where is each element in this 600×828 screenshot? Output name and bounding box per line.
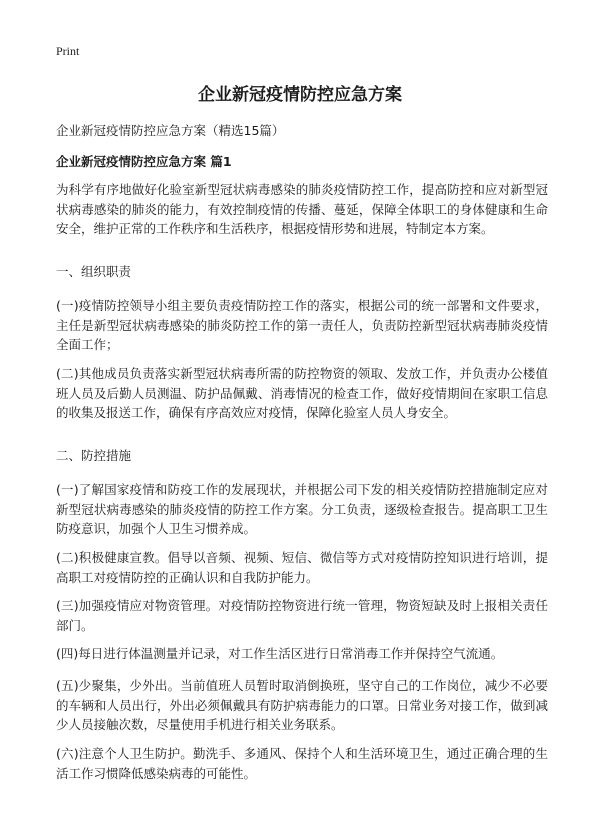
paragraph-measure-1: (一)了解国家疫情和防疫工作的发展现状，并根据公司下发的相关疫情防控措施制定应对新型冠状病毒感染的肺炎疫情的防控工作方案。分工负责，逐级检查报告。提高职工卫生防疫意识，加强个人卫生习惯养成。 (56, 482, 548, 536)
paragraph-measure-5: (五)少聚集，少外出。当前值班人员暂时取消倒换班，坚守自己的工作岗位，减少不必要的车辆和人员出行，外出必须佩戴具有防护病毒能力的口罩。日常业务对接工作，做到减少人员接触次数，尽量使用手机进行相关业务联系。 (56, 678, 548, 732)
paragraph-measure-4: (四)每日进行体温测量并记录，对工作生活区进行日常消毒工作并保持空气流通。 (56, 646, 504, 661)
paragraph-duty-1: (一)疫情防控领导小组主要负责疫情防控工作的落实，根据公司的统一部署和文件要求，主任是新型冠状病毒感染的肺炎防控工作的第一责任人，负责防控新型冠状病毒肺炎疫情全面工作； (56, 298, 548, 352)
print-link[interactable]: Print (56, 44, 80, 58)
document-title: 企业新冠疫情防控应急方案 (198, 85, 402, 105)
paragraph-measure-6: (六)注意个人卫生防护。勤洗手、多通风、保持个人和生活环境卫生，通过正确合理的生活工作习惯降低感染病毒的可能性。 (56, 746, 548, 781)
document-subtitle: 企业新冠疫情防控应急方案（精选15篇） (56, 123, 285, 138)
section-heading: 企业新冠疫情防控应急方案 篇1 (56, 154, 232, 169)
intro-paragraph: 为科学有序地做好化验室新型冠状病毒感染的肺炎疫情防控工作，提高防控和应对新型冠状病毒感染的肺炎的能力，有效控制疫情的传播、蔓延，保障全体职工的身体健康和生命安全，维护正常的工作秩序和生活秩序，根据疫情形势和进展，特制定本方案。 (56, 182, 548, 236)
paragraph-measure-2: (二)积极健康宣教。倡导以音频、视频、短信、微信等方式对疫情防控知识进行培训，提高职工对疫情防控的正确认识和自我防护能力。 (56, 550, 548, 585)
heading-prevention-measures: 二、防控措施 (56, 448, 132, 463)
paragraph-measure-3: (三)加强疫情应对物资管理。对疫情防控物资进行统一管理，物资短缺及时上报相关责任部门。 (56, 598, 548, 633)
heading-organization-duties: 一、组织职责 (56, 264, 132, 279)
paragraph-duty-2: (二)其他成员负责落实新型冠状病毒所需的防控物资的领取、发放工作，并负责办公楼值班人员及后勤人员测温、防护品佩戴、消毒情况的检查工作，做好疫情期间在家职工信息的收集及报送工作，确保有序高效应对疫情，保障化验室人员人身安全。 (56, 366, 548, 420)
